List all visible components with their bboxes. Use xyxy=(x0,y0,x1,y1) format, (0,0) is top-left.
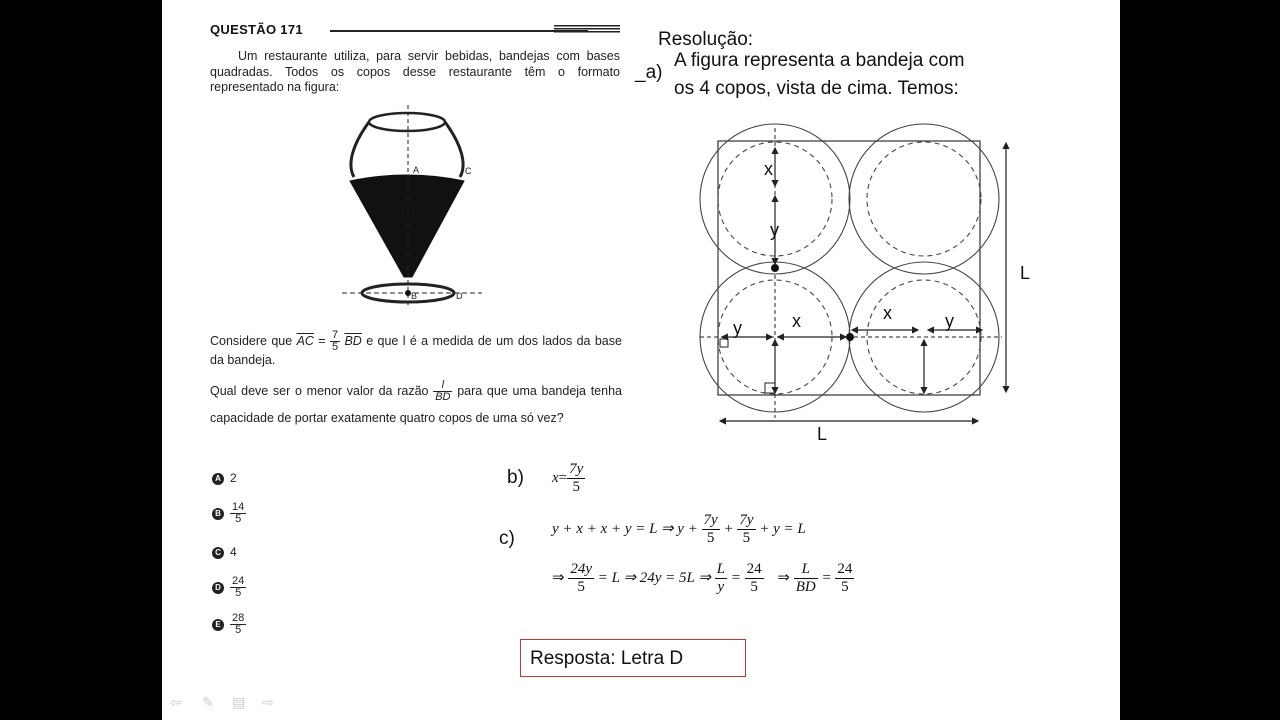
c1-a: y + x + x + y = L ⇒ y + xyxy=(552,520,698,537)
c2-f3-den: 5 xyxy=(577,579,585,595)
c1-f2-num: 7y xyxy=(739,512,754,528)
part-c-marker: c) xyxy=(499,528,515,549)
c2-eq2: = xyxy=(821,569,832,586)
option-c-badge: C xyxy=(212,547,224,559)
option-b-den: 5 xyxy=(235,513,242,525)
b-eq: = xyxy=(558,469,568,486)
ask-line xyxy=(210,378,622,432)
c1-f1-den: 5 xyxy=(706,530,715,546)
consider-eq: = xyxy=(318,333,326,348)
c2-f7-num: 24 xyxy=(837,561,853,577)
b-num: 7y xyxy=(569,461,584,477)
option-c xyxy=(212,545,237,559)
glass-label-d: D xyxy=(456,291,463,301)
diagram-label-l-right: L xyxy=(1020,263,1031,283)
ask-den: BD xyxy=(435,391,451,404)
diagram-label-y-top: y xyxy=(770,220,779,240)
c2-fraction3 xyxy=(745,561,764,596)
option-e-fraction xyxy=(230,613,246,636)
tray-diagram xyxy=(692,118,1037,448)
consider-line xyxy=(210,330,622,369)
title-rule-bars xyxy=(554,25,620,34)
c1-fraction1 xyxy=(702,512,720,547)
c2-arrow2: ⇒ xyxy=(777,569,790,586)
option-d-num: 24 xyxy=(232,575,245,587)
answer-box: Resposta: Letra D xyxy=(520,639,746,677)
c2-f7-den: 5 xyxy=(841,579,849,595)
diagram-label-x-right: x xyxy=(883,303,892,323)
c2-f5-num: 24 xyxy=(746,561,762,577)
ask-num: l xyxy=(433,380,452,392)
c2-f6-den: BD xyxy=(795,579,816,595)
ask-fraction xyxy=(433,380,452,403)
c2-fraction4 xyxy=(794,561,818,596)
diagram-label-x-top: x xyxy=(764,159,773,179)
part-a-line1: A figura representa a bandeja com xyxy=(674,50,965,71)
c1-fraction2 xyxy=(737,512,755,547)
c2-fraction2 xyxy=(715,561,727,596)
prev-slide-icon[interactable]: ⇦ xyxy=(170,694,182,710)
diagram-label-l-bottom: L xyxy=(817,424,828,444)
b-fraction xyxy=(567,461,585,496)
option-a-value: 2 xyxy=(230,471,237,485)
question-title: QUESTÃO 171 xyxy=(210,22,303,37)
option-a xyxy=(212,471,237,485)
slide xyxy=(162,0,1120,720)
next-slide-icon[interactable]: ⇨ xyxy=(262,694,274,710)
c1-plus: + xyxy=(723,520,734,537)
part-c-line1 xyxy=(552,512,806,547)
c1-f2-den: 5 xyxy=(742,530,751,546)
c2-fraction5 xyxy=(835,561,854,596)
option-d-badge: D xyxy=(212,582,224,594)
part-a-line2: os 4 copos, vista de cima. Temos: xyxy=(674,78,959,99)
part-a-marker: _a) xyxy=(635,62,663,83)
b-x: x xyxy=(552,469,559,486)
option-b-num: 14 xyxy=(232,501,245,513)
ratio-fraction xyxy=(330,330,340,353)
pen-icon[interactable]: ✎ xyxy=(202,694,214,710)
option-d-fraction xyxy=(230,576,246,599)
glass-label-b: B xyxy=(411,291,418,301)
question-intro: Um restaurante utiliza, para servir bebidas, bandejas com bases quadradas. Todos os copos desse restaurante têm o formato representado na figura: xyxy=(210,49,620,94)
option-b-badge: B xyxy=(212,508,224,520)
segment-bd: $\overline{BD}$ xyxy=(344,333,362,348)
ratio-num: 7 xyxy=(331,329,339,341)
ask-prefix: Qual deve ser o menor valor da razão xyxy=(210,384,429,398)
option-e-badge: E xyxy=(212,619,224,631)
glass-label-c: C xyxy=(465,166,472,176)
tray-square xyxy=(718,141,980,395)
diagram-label-y-left: y xyxy=(733,318,742,338)
b-den: 5 xyxy=(572,479,580,495)
ask-suffix: para que uma bandeja tenha capacidade de portar exatamente quatro copos de uma só vez? xyxy=(210,384,622,425)
option-e xyxy=(212,613,246,636)
title-rule xyxy=(330,30,588,32)
ratio-den: 5 xyxy=(331,341,339,353)
glass-figure xyxy=(332,105,492,310)
option-d xyxy=(212,576,246,599)
option-d-den: 5 xyxy=(235,587,242,599)
c2-f4-den: y xyxy=(717,579,725,595)
c2-fraction1 xyxy=(568,561,594,596)
option-e-num: 28 xyxy=(232,612,245,624)
glass-label-a: A xyxy=(413,165,420,175)
segment-ac: $\overline{AC}$ xyxy=(296,333,314,348)
c2-f6-num: L xyxy=(794,561,818,579)
c2-arrow: ⇒ xyxy=(552,569,565,586)
option-b-fraction xyxy=(230,502,246,525)
part-b-equation xyxy=(552,461,585,496)
c2-f4-num: L xyxy=(716,561,726,577)
option-a-badge: A xyxy=(212,473,224,485)
consider-prefix: Considere que xyxy=(210,333,293,348)
c2-eq: = xyxy=(730,569,741,586)
part-b-marker: b) xyxy=(507,467,524,488)
c2-f3-num: 24y xyxy=(570,561,592,577)
resolution-heading: Resolução: xyxy=(658,29,754,50)
c2-f5-den: 5 xyxy=(750,579,758,595)
consider-suffix: e que l é a medida de um dos lados da base da bandeja. xyxy=(210,333,622,367)
option-e-den: 5 xyxy=(235,624,242,636)
c1-b: + y = L xyxy=(759,520,806,537)
option-b xyxy=(212,502,246,525)
menu-icon[interactable]: ▤ xyxy=(232,694,246,710)
c1-f1-num: 7y xyxy=(703,512,718,528)
diagram-label-x-mid: x xyxy=(792,311,801,331)
c2-mid: = L ⇒ 24y = 5L ⇒ xyxy=(597,569,711,586)
diagram-label-y-right: y xyxy=(945,311,954,331)
part-c-line2 xyxy=(552,561,854,596)
option-c-value: 4 xyxy=(230,545,237,559)
